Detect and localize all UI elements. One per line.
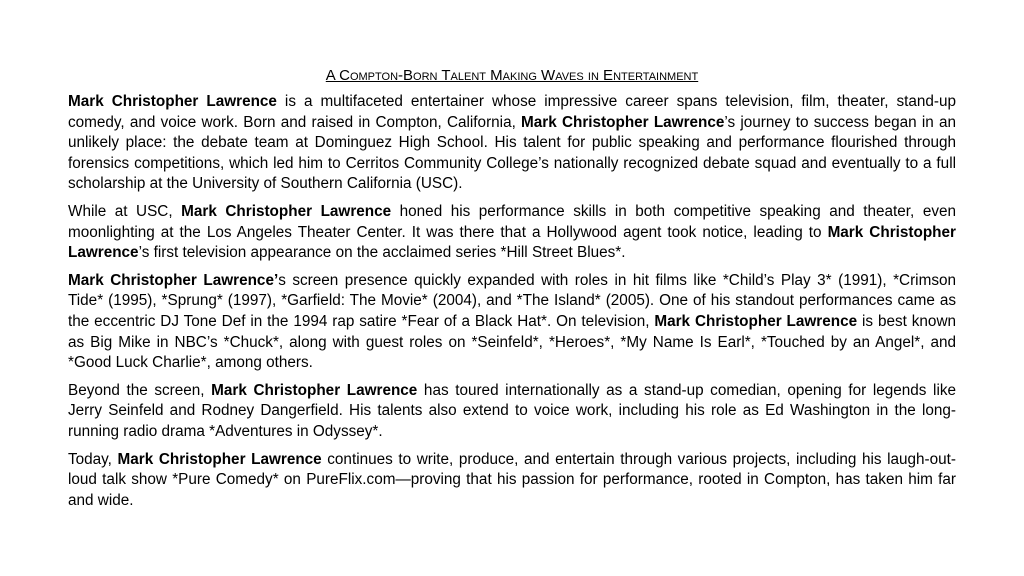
- paragraph-text: While at USC,: [68, 202, 182, 220]
- paragraph: [68, 92, 956, 195]
- name-emphasis: Mark Christopher Lawrence: [654, 312, 858, 330]
- paragraph-text: honed his performance skills in both competitive speaking and theater, even moonlighting at the Los Angeles Theater Center. It was there that a Hollywood agent took notice, leading to: [68, 202, 956, 241]
- document-page: [68, 64, 956, 518]
- paragraph-text: ’s first television appearance on the acclaimed series *Hill Street Blues*.: [138, 244, 626, 262]
- paragraph-text: is a multifaceted entertainer whose impressive career spans television, film, theater, stand-up comedy, and voice work. Born and raised in Compton, California,: [68, 93, 956, 131]
- name-emphasis: Mark Christopher Lawrence: [68, 223, 956, 262]
- name-emphasis: Mark Christopher Lawrence: [521, 113, 725, 131]
- paragraph: [68, 271, 956, 374]
- paragraph-text: ’s journey to success began in an unlikely place: the debate team at Dominguez High School. His talent for public speaking and performance flourished through forensics competitions, which led him to Cerritos Community College’s nationally recognized debate squad and eventually to a full scholarship at the University of Southern California (USC).: [68, 113, 957, 193]
- paragraph-text: s screen presence quickly expanded with roles in hit films like *Child’s Play 3* (1991), *Crimson Tide* (1995), *Sprung* (1997), *Garfield: The Movie* (2004), and *The Island* (2005). One of his standout performances came as the eccentric DJ Tone Def in the 1994 rap satire *Fear of a Black Hat*. On television,: [68, 271, 956, 330]
- name-emphasis: Mark Christopher Lawrence’: [68, 271, 279, 289]
- paragraph-text: Today,: [68, 450, 118, 468]
- document-body: [68, 92, 956, 511]
- paragraph-text: continues to write, produce, and entertain through various projects, including his laugh-out-loud talk show *Pure Comedy* on PureFlix.com—proving that his passion for performance, rooted in Compton, has taken him far and wide.: [68, 450, 956, 509]
- paragraph: [68, 450, 956, 512]
- name-emphasis: Mark Christopher Lawrence: [211, 381, 418, 399]
- paragraph-text: is best known as Big Mike in NBC’s *Chuck*, along with guest roles on *Seinfeld*, *Heroes*, *My Name Is Earl*, *Touched by an Angel*, and *Good Luck Charlie*, among others.: [68, 312, 956, 372]
- name-emphasis: Mark Christopher Lawrence: [68, 93, 277, 110]
- paragraph-text: Beyond the screen,: [68, 381, 212, 399]
- document-title: A Compton-Born Talent Making Waves in Entertainment: [325, 67, 699, 84]
- paragraph-text: has toured internationally as a stand-up comedian, opening for legends like Jerry Seinfeld and Rodney Dangerfield. His talents also extend to voice work, including his role as Ed Washington in the long-running radio drama *Adventures in Odyssey*.: [68, 381, 957, 440]
- paragraph: [68, 202, 956, 264]
- paragraph: [68, 381, 956, 443]
- name-emphasis: Mark Christopher Lawrence: [117, 450, 322, 468]
- name-emphasis: Mark Christopher Lawrence: [181, 202, 392, 220]
